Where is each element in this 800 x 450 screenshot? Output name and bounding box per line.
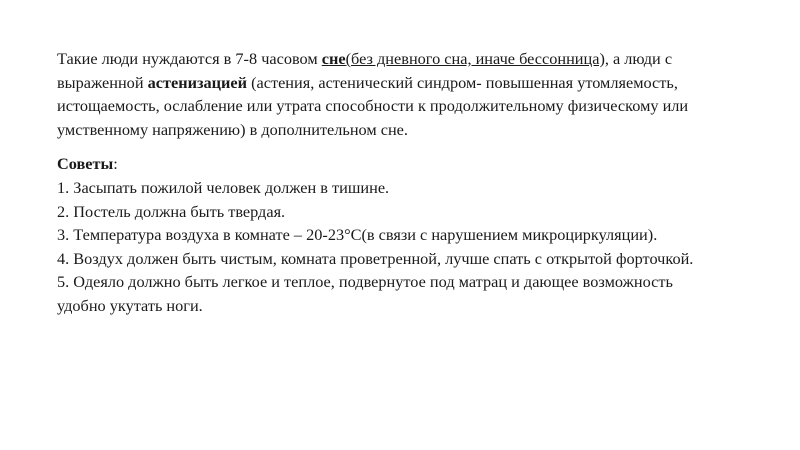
sleep-word: сне [321, 49, 346, 68]
advice-item: 3. Температура воздуха в комнате – 20-23°С(в связи с нарушением микроциркуляции). [57, 225, 658, 245]
advice-heading-line [57, 152, 697, 176]
advice-item: 4. Воздух должен быть чистым, комната проветренной, лучше спать с открытой форточкой. [57, 248, 694, 268]
sleep-text-middle: а люди с выраженной [57, 49, 673, 92]
advice-heading: Советы [57, 154, 114, 174]
sleep-text-after: (астения, астенический синдром- повышенная утомляемость, истощаемость, ослабление или утрата способности к продолжительному физическому или умственному напряжению) в дополнительном сне. [57, 72, 689, 139]
advice-heading-colon: : [113, 154, 118, 174]
sleep-paragraph [57, 47, 697, 141]
sleep-text-before: Такие люди нуждаются в 7-8 часовом [57, 49, 322, 68]
daytime-sleep-note: (без дневного сна, иначе бессонница), [345, 49, 609, 68]
astenization-word: астенизацией [147, 72, 248, 92]
advice-item: 1. Засыпать пожилой человек должен в тишине. [57, 177, 390, 197]
advice-section [57, 152, 697, 317]
slide-text [57, 47, 697, 318]
advice-item: 5. Одеяло должно быть легкое и теплое, подвернутое под матрац и дающее возможность удобно укутать ноги. [57, 272, 673, 315]
advice-item: 2. Постель должна быть твердая. [57, 201, 286, 221]
